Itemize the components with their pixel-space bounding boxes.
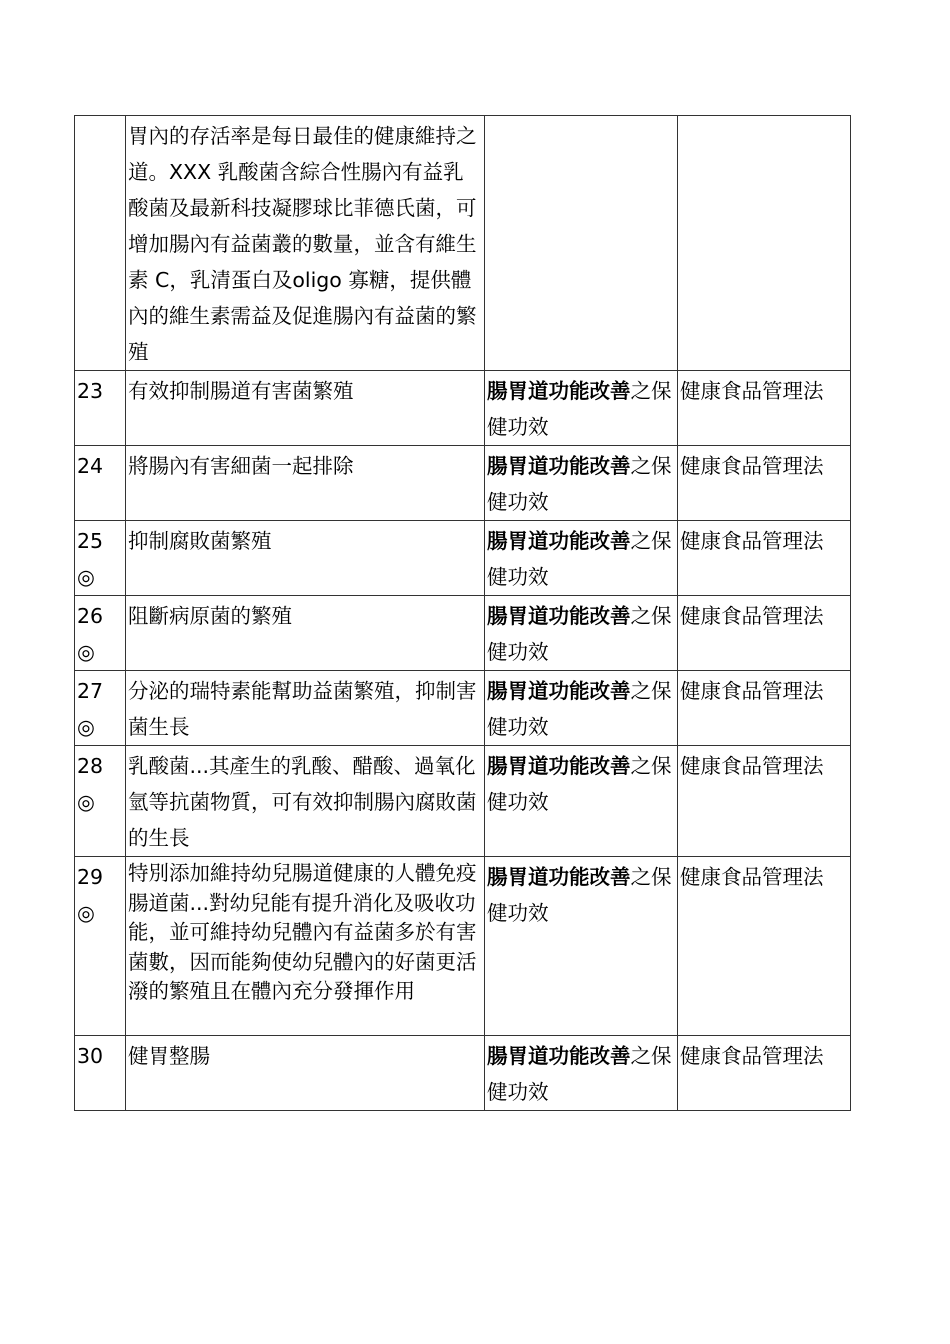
- table-row: [75, 596, 851, 671]
- category-cell: [485, 857, 678, 1036]
- claim-text: 抑制腐敗菌繁殖: [128, 529, 272, 553]
- claim-cell: [126, 116, 485, 371]
- law-cell: [678, 371, 851, 446]
- row-number: 28: [77, 754, 104, 778]
- category-bold: 腸胃道功能改善: [487, 1044, 631, 1068]
- law-cell: [678, 746, 851, 857]
- law-text: 健康食品管理法: [680, 1044, 824, 1068]
- row-mark: ◎: [77, 715, 95, 739]
- category-cell: [485, 1036, 678, 1111]
- claim-text: 胃內的存活率是每日最佳的健康維持之道。XXX 乳酸菌含綜合性腸內有益乳酸菌及最新科技凝膠球比菲德氏菌，可增加腸內有益菌叢的數量，並含有維生素 C，乳清蛋白及oligo 寡糖，提供體內的維生素需益及促進腸內有益菌的繁殖: [128, 124, 477, 364]
- row-mark: ◎: [77, 565, 95, 589]
- table-row: [75, 671, 851, 746]
- row-number: 24: [77, 454, 104, 478]
- row-mark: ◎: [77, 901, 95, 925]
- category-cell: [485, 746, 678, 857]
- table-row: [75, 857, 851, 1036]
- category-rest: 之保健功效: [487, 604, 672, 664]
- category-bold: 腸胃道功能改善: [487, 454, 631, 478]
- claim-cell: [126, 521, 485, 596]
- law-cell: [678, 1036, 851, 1111]
- category-rest: 之保健功效: [487, 379, 672, 439]
- category-cell: [485, 671, 678, 746]
- law-text: 健康食品管理法: [680, 454, 824, 478]
- row-number-cell: [75, 746, 126, 857]
- category-bold: 腸胃道功能改善: [487, 604, 631, 628]
- claim-text: 分泌的瑞特素能幫助益菌繁殖，抑制害菌生長: [128, 679, 477, 739]
- law-text: 健康食品管理法: [680, 754, 824, 778]
- law-text: 健康食品管理法: [680, 529, 824, 553]
- category-bold: 腸胃道功能改善: [487, 529, 631, 553]
- row-number-cell: [75, 521, 126, 596]
- row-number-cell: [75, 446, 126, 521]
- row-mark: ◎: [77, 640, 95, 664]
- claim-cell: [126, 446, 485, 521]
- row-number: 29: [77, 865, 104, 889]
- row-number-cell: [75, 116, 126, 371]
- claim-cell: [126, 857, 485, 1036]
- law-cell: [678, 596, 851, 671]
- category-rest: 之保健功效: [487, 529, 672, 589]
- table-row: [75, 746, 851, 857]
- category-bold: 腸胃道功能改善: [487, 865, 631, 889]
- claim-cell: [126, 671, 485, 746]
- claim-text: 特別添加維持幼兒腸道健康的人體免疫腸道菌...對幼兒能有提升消化及吸收功能，並可維持幼兒體內有益菌多於有害菌數，因而能夠使幼兒體內的好菌更活潑的繁殖且在體內充分發揮作用: [128, 861, 477, 1003]
- law-cell: [678, 446, 851, 521]
- table-row: [75, 1036, 851, 1111]
- law-cell: [678, 116, 851, 371]
- law-cell: [678, 521, 851, 596]
- category-bold: 腸胃道功能改善: [487, 379, 631, 403]
- claim-cell: [126, 1036, 485, 1111]
- category-cell: [485, 521, 678, 596]
- category-rest: 之保健功效: [487, 454, 672, 514]
- table-row: [75, 371, 851, 446]
- row-number-cell: [75, 1036, 126, 1111]
- row-mark: ◎: [77, 790, 95, 814]
- law-cell: [678, 671, 851, 746]
- law-text: 健康食品管理法: [680, 679, 824, 703]
- claim-text: 有效抑制腸道有害菌繁殖: [128, 379, 354, 403]
- category-cell: [485, 596, 678, 671]
- claim-text: 健胃整腸: [128, 1044, 210, 1068]
- law-cell: [678, 857, 851, 1036]
- table-row: [75, 521, 851, 596]
- row-number: 26: [77, 604, 104, 628]
- law-text: 健康食品管理法: [680, 865, 824, 889]
- row-number: 27: [77, 679, 104, 703]
- law-text: 健康食品管理法: [680, 604, 824, 628]
- table-row: [75, 116, 851, 371]
- category-rest: 之保健功效: [487, 679, 672, 739]
- row-number: 30: [77, 1044, 104, 1068]
- category-cell: [485, 116, 678, 371]
- law-text: 健康食品管理法: [680, 379, 824, 403]
- claim-text: 將腸內有害細菌一起排除: [128, 454, 354, 478]
- claim-text: 乳酸菌...其產生的乳酸、醋酸、過氧化氫等抗菌物質，可有效抑制腸內腐敗菌的生長: [128, 754, 477, 850]
- category-rest: 之保健功效: [487, 865, 672, 925]
- row-number-cell: [75, 371, 126, 446]
- category-rest: 之保健功效: [487, 1044, 672, 1104]
- category-bold: 腸胃道功能改善: [487, 754, 631, 778]
- table-row: [75, 446, 851, 521]
- category-cell: [485, 446, 678, 521]
- row-number: 23: [77, 379, 104, 403]
- row-number-cell: [75, 671, 126, 746]
- category-cell: [485, 371, 678, 446]
- claim-cell: [126, 371, 485, 446]
- claim-cell: [126, 746, 485, 857]
- category-rest: 之保健功效: [487, 754, 672, 814]
- claim-cell: [126, 596, 485, 671]
- claim-text: 阻斷病原菌的繁殖: [128, 604, 292, 628]
- row-number-cell: [75, 857, 126, 1036]
- row-number-cell: [75, 596, 126, 671]
- category-bold: 腸胃道功能改善: [487, 679, 631, 703]
- row-number: 25: [77, 529, 104, 553]
- claims-table: [74, 115, 851, 1111]
